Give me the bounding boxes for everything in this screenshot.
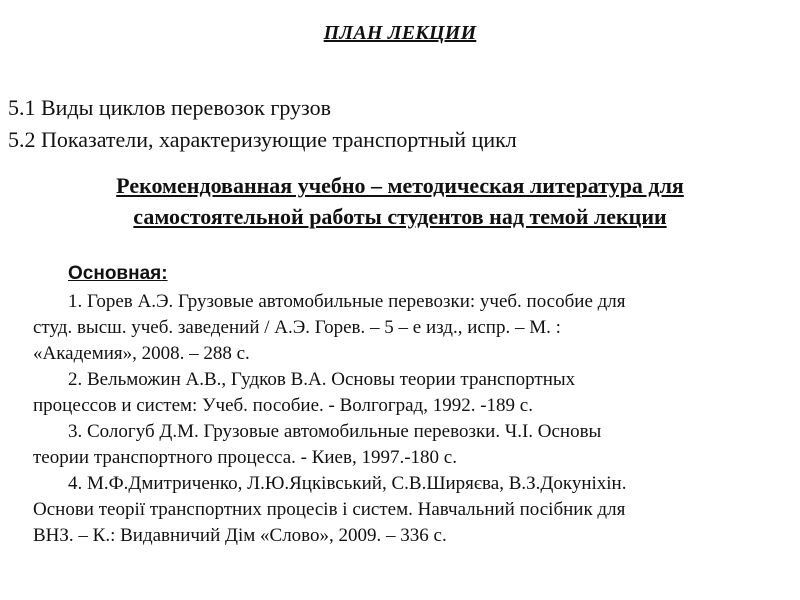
reference-line: 2. Вельможин А.В., Гудков В.А. Основы теории транспортных: [68, 369, 576, 390]
reference-item: [33, 471, 753, 549]
reference-line: 4. М.Ф.Дмитриченко, Л.Ю.Яцківський, С.В.Ширяєва, В.З.Докуніхін.: [68, 473, 627, 494]
reference-line: 3. Сологуб Д.М. Грузовые автомобильные перевозки. Ч.І. Основы: [68, 421, 602, 442]
reference-line: теории транспортного процесса. - Киев, 1997.-180 с.: [33, 447, 457, 468]
plan-list: [8, 92, 517, 156]
reference-line: 1. Горев А.Э. Грузовые автомобильные перевозки: учеб. пособие для: [68, 291, 626, 312]
literature-heading-line: самостоятельной работы студентов над темой лекции: [133, 204, 667, 229]
reference-line: Основи теорії транспортних процесів і систем. Навчальний посібник для: [33, 499, 626, 520]
reference-item: [33, 289, 753, 367]
literature-heading-line: Рекомендованная учебно – методическая литература для: [116, 173, 684, 198]
literature-heading: [0, 170, 800, 232]
reference-item: [33, 367, 753, 419]
plan-item: 5.1 Виды циклов перевозок грузов: [8, 95, 331, 120]
reference-list: [33, 289, 753, 549]
plan-title: ПЛАН ЛЕКЦИИ: [323, 22, 477, 44]
reference-line: «Академия», 2008. – 288 с.: [33, 343, 250, 364]
plan-item: 5.2 Показатели, характеризующие транспортный цикл: [8, 127, 517, 152]
reference-line: ВНЗ. – К.: Видавничий Дім «Слово», 2009. – 336 с.: [33, 525, 447, 546]
reference-item: [33, 419, 753, 471]
reference-line: студ. высш. учеб. заведений / А.Э. Горев. – 5 – е изд., испр. – М. :: [33, 317, 561, 338]
basic-literature-label: Основная:: [68, 263, 168, 284]
reference-line: процессов и систем: Учеб. пособие. - Волгоград, 1992. -189 с.: [33, 395, 533, 416]
